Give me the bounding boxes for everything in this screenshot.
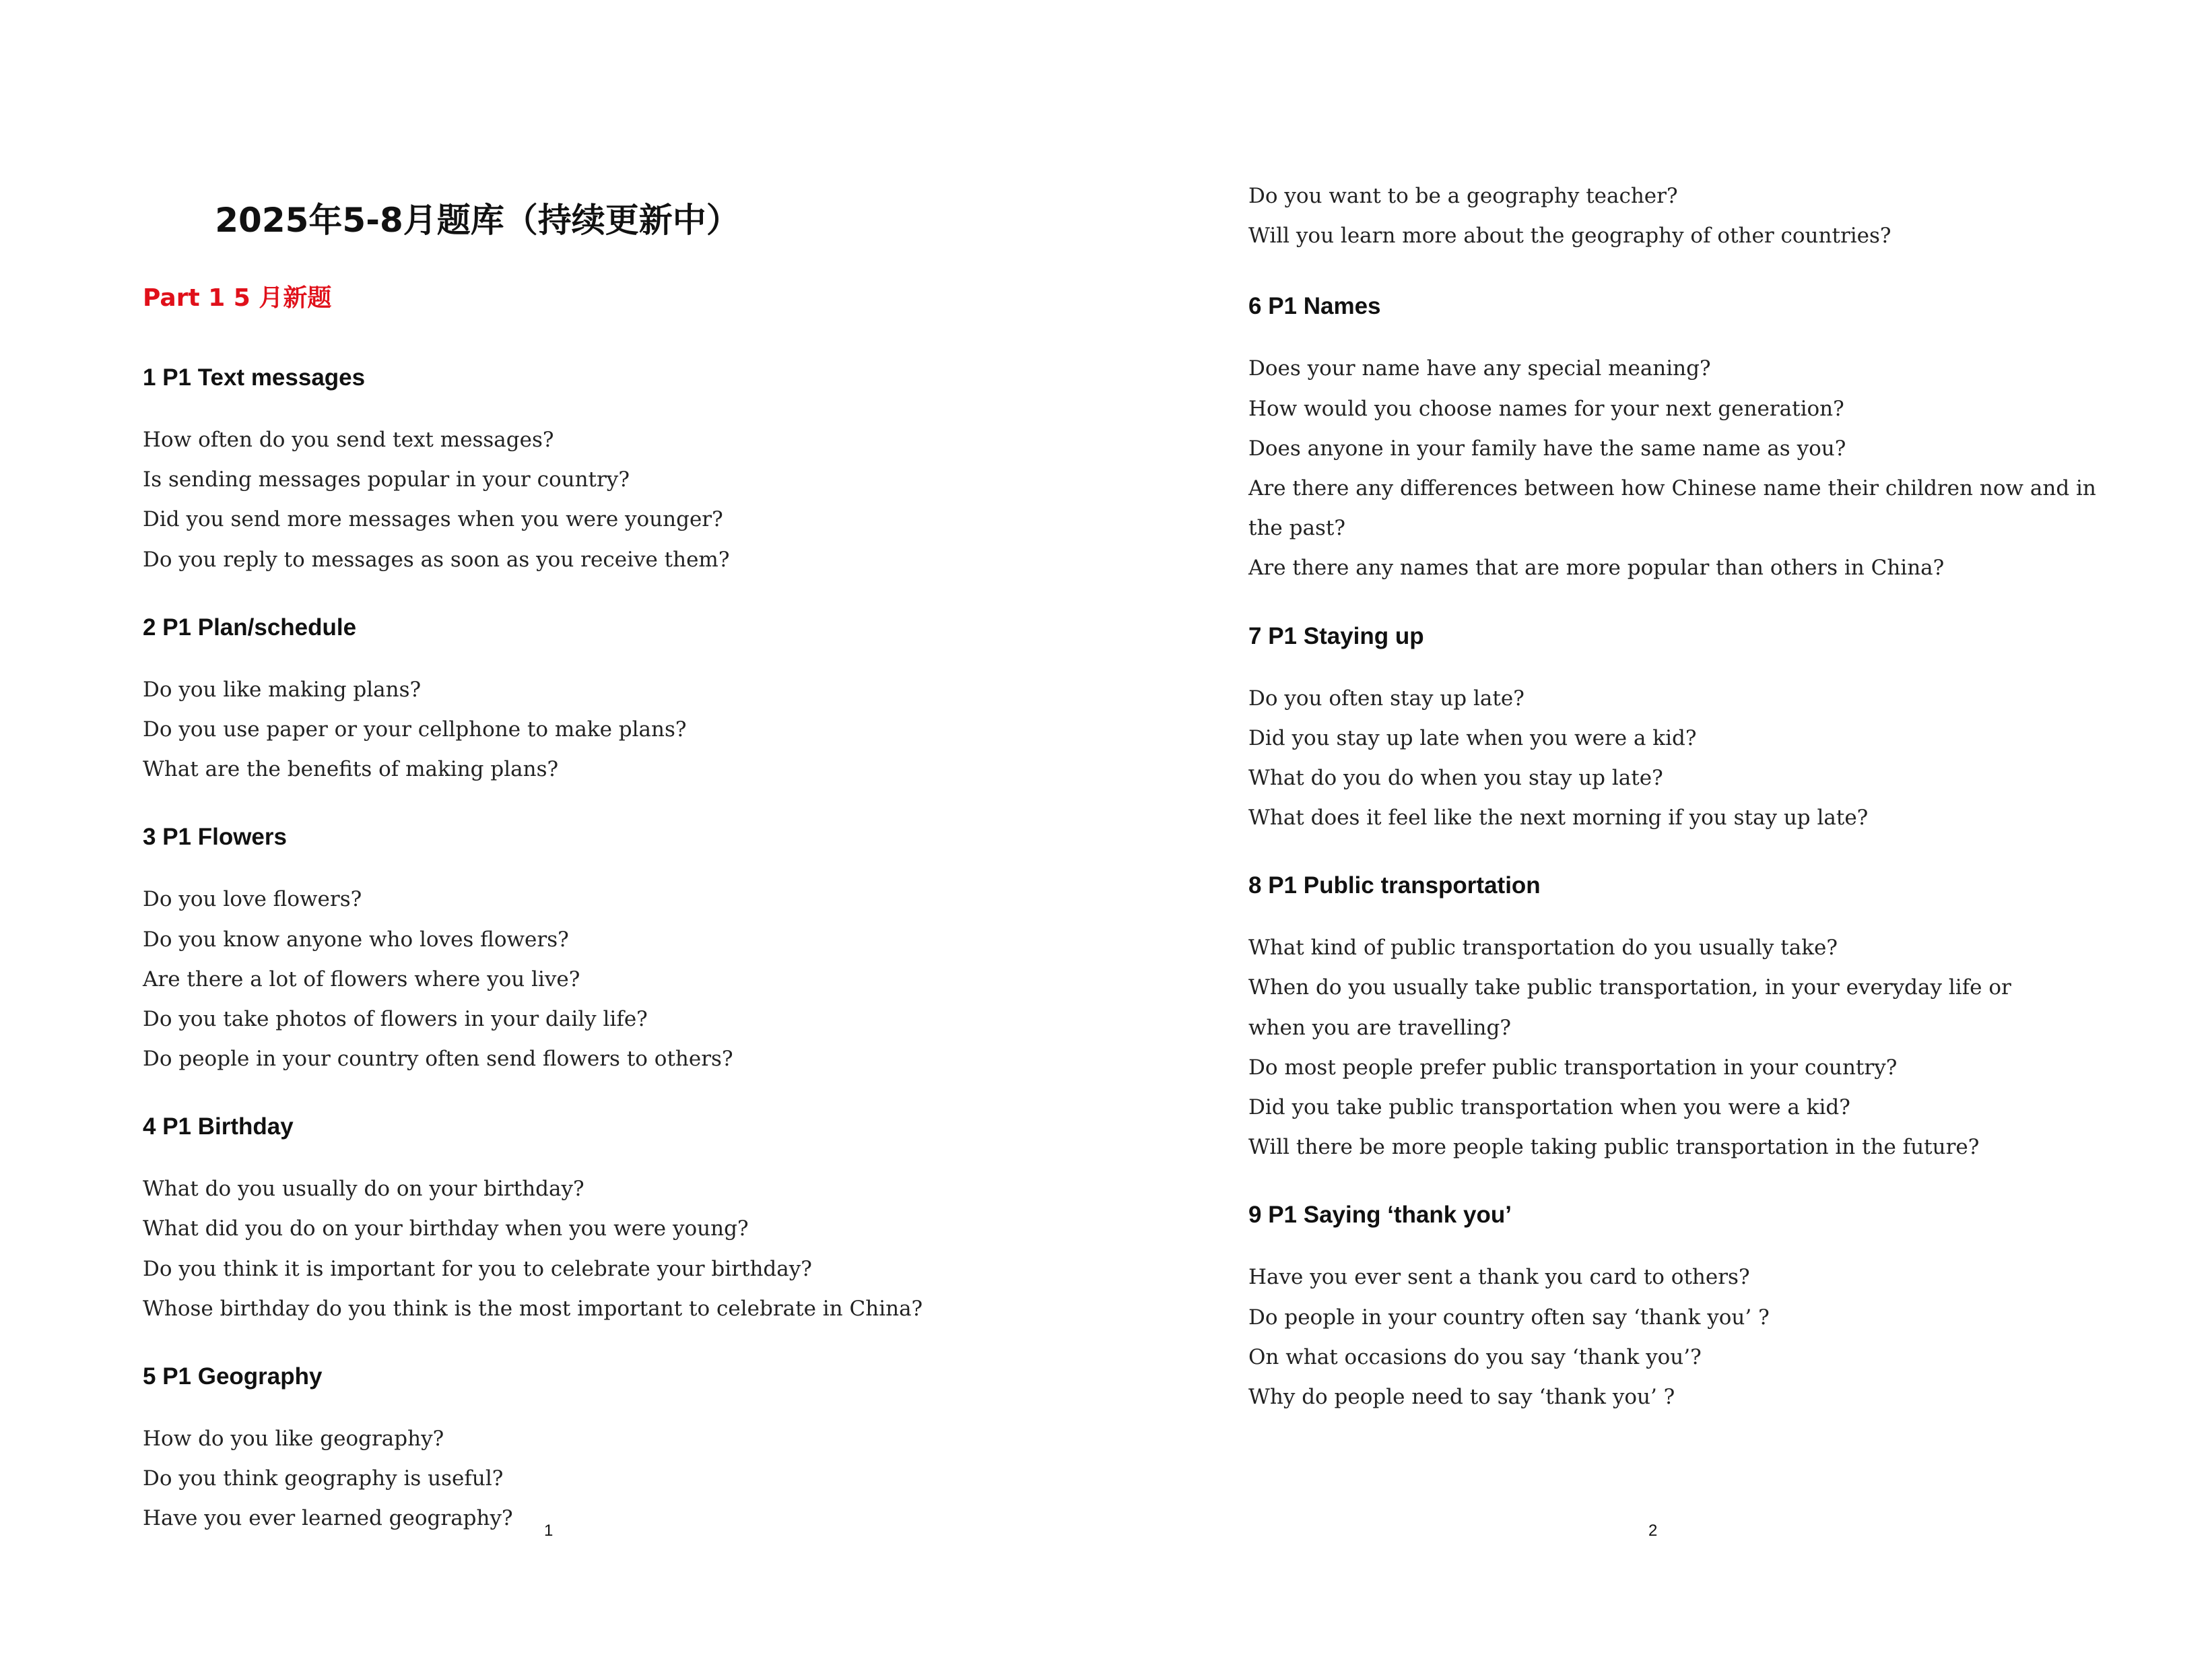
question-item: Did you take public transportation when you were a kid? [1248,1095,1850,1119]
question-item: Do you take photos of flowers in your daily life? [143,1006,648,1031]
question-item: When do you usually take public transportation, in your everyday life or [1248,975,2011,1000]
right-page [1106,0,2212,1661]
question-item: How often do you send text messages? [143,428,554,452]
question-item: Do you know anyone who loves flowers? [143,927,569,952]
question-item: What did you do on your birthday when you were young? [143,1216,749,1241]
question-item: On what occasions do you say ‘thank you’? [1248,1344,1702,1369]
section-title: 9 P1 Saying ‘thank you’ [1248,1202,1512,1229]
section-title: 7 P1 Staying up [1248,622,1424,649]
question-item: Do you reply to messages as soon as you receive them? [143,547,730,572]
question-item: Did you send more messages when you were younger? [143,507,723,532]
section-title: 5 P1 Geography [143,1363,323,1390]
question-item: Is sending messages popular in your country? [143,467,630,492]
document-title: 2025年5-8月题库（持续更新中） [215,201,740,240]
question-item: What are the benefits of making plans? [143,757,559,782]
question-item: How would you choose names for your next generation? [1248,396,1844,421]
section-title: 8 P1 Public transportation [1248,872,1541,899]
question-item: Do people in your country often send flowers to others? [143,1047,733,1072]
question-item: when you are travelling? [1248,1015,1511,1040]
question-item: Do you think it is important for you to celebrate your birthday? [143,1256,812,1281]
section-geography-continued [1248,176,2178,256]
page-number: 1 [544,1522,554,1540]
question-item: Are there a lot of flowers where you live? [143,967,580,991]
question-item: Does your name have any special meaning? [1248,356,1711,381]
section-title: 4 P1 Birthday [143,1113,294,1140]
question-item: How do you like geography? [143,1427,444,1451]
question-item: Why do people need to say ‘thank you’ ? [1248,1384,1675,1409]
section-birthday [143,1110,1072,1329]
question-item: Do you often stay up late? [1248,686,1524,711]
question-item: Do you want to be a geography teacher? [1248,184,1678,208]
section-title: 6 P1 Names [1248,293,1381,320]
question-item: What does it feel like the next morning if you stay up late? [1248,806,1869,831]
question-item: Do people in your country often say ‘thank you’ ? [1248,1305,1770,1330]
section-text-messages [143,361,1072,580]
question-item: Do you love flowers? [143,887,362,912]
part-heading: Part 1 5 月新题 [143,284,332,312]
question-item: Do most people prefer public transportation in your country? [1248,1055,1898,1080]
question-item: Do you use paper or your cellphone to make plans? [143,717,687,742]
section-names [1248,290,2178,588]
question-item: Are there any names that are more popular than others in China? [1248,556,1945,581]
right-question-column [1248,176,2178,1448]
section-geography [143,1360,1072,1539]
section-title: 3 P1 Flowers [143,824,287,851]
question-item: What kind of public transportation do you usually take? [1248,936,1838,960]
question-item: Will you learn more about the geography of other countries? [1248,224,1891,249]
page-number: 2 [1648,1522,1658,1540]
section-plan-schedule [143,611,1072,790]
question-item: What do you do when you stay up late? [1248,765,1663,790]
question-item: Does anyone in your family have the same name as you? [1248,436,1846,461]
question-item: Do you think geography is useful? [143,1466,504,1491]
section-public-transportation [1248,869,2178,1167]
question-item: Did you stay up late when you were a kid? [1248,725,1697,750]
section-flowers [143,820,1072,1079]
question-item: the past? [1248,516,1345,541]
section-saying-thank-you [1248,1198,2178,1417]
question-item: Are there any differences between how Chinese name their children now and in [1248,476,2096,500]
question-item: What do you usually do on your birthday? [143,1177,584,1202]
question-item: Have you ever sent a thank you card to others? [1248,1265,1750,1290]
question-item: Whose birthday do you think is the most important to celebrate in China? [143,1296,923,1321]
question-item: Have you ever learned geography? [143,1506,513,1531]
section-title: 1 P1 Text messages [143,364,366,391]
section-staying-up [1248,620,2178,839]
section-title: 2 P1 Plan/schedule [143,614,357,641]
left-question-column [143,361,1072,1570]
question-item: Will there be more people taking public transportation in the future? [1248,1135,1980,1160]
question-item: Do you like making plans? [143,677,422,702]
